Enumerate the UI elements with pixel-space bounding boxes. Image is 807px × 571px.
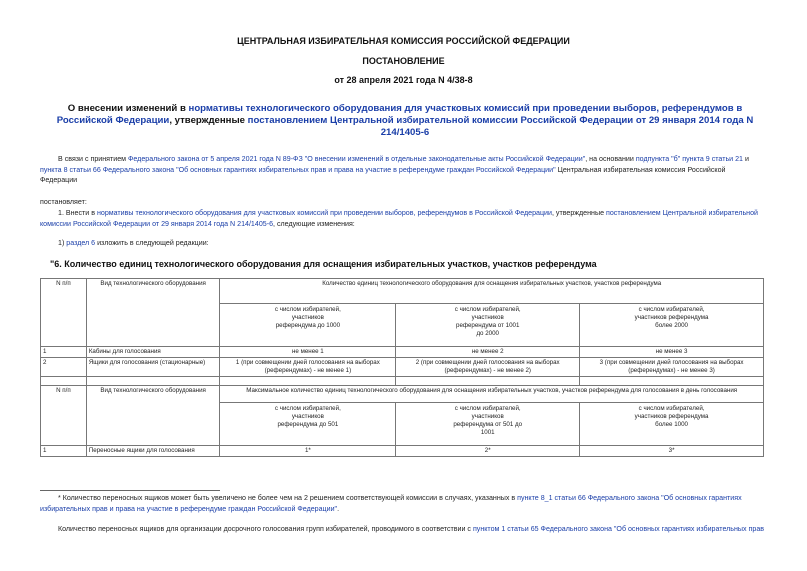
link-section-6[interactable]: раздел 6 bbox=[66, 239, 96, 247]
subheader-over-2000: с числом избирателей, участников референдума более 2000 bbox=[580, 304, 764, 347]
para-text: 1) bbox=[58, 239, 67, 247]
cell-number: 1 bbox=[41, 347, 87, 358]
link-resolution-2014[interactable]: постановлением Центральной избирательной комиссии Российской Федерации от 29 января 2014 года N 214/1405-6 bbox=[40, 209, 758, 228]
title-link-resolution[interactable]: постановлением Центральной избирательной комиссии Российской Федерации от 29 января 2014 года N 214/1405-6 bbox=[247, 115, 754, 138]
col-header-number: N п/п bbox=[41, 386, 87, 446]
para-text: , на основании bbox=[585, 155, 636, 163]
cell-value: 3* bbox=[580, 446, 764, 457]
para-text: Количество переносных ящиков для организации досрочного голосования групп избирателей, проводимого в соответствии с bbox=[58, 525, 473, 533]
title-link-norms[interactable]: нормативы технологического оборудования для участковых комиссий при проведении выборов, референдумов в Российской Федерации bbox=[56, 103, 743, 126]
doc-type: ПОСТАНОВЛЕНИЕ bbox=[362, 56, 445, 66]
section-6-title: "6. Количество единиц технологического оборудования для оснащения избирательных участков, участков референдума bbox=[50, 259, 597, 269]
subheader-up-to-501: с числом избирателей, участников референдума до 501 bbox=[220, 403, 396, 446]
table-row bbox=[41, 358, 764, 377]
footnote-divider bbox=[40, 490, 220, 491]
col-header-max-quantity: Максимальное количество единиц технологического оборудования для оснащения избирательных участков, участков референдума для голосования в день голосования bbox=[220, 386, 764, 403]
link-subparagraph-b[interactable]: подпункта "б" пункта 9 статьи 21 bbox=[635, 155, 743, 163]
org-name: ЦЕНТРАЛЬНАЯ ИЗБИРАТЕЛЬНАЯ КОМИССИЯ РОССИЙСКОЙ ФЕДЕРАЦИИ bbox=[237, 36, 570, 46]
table-row bbox=[41, 347, 764, 358]
col-header-type: Вид технологического оборудования bbox=[86, 279, 220, 347]
subheader-1001-2000: с числом избирателей, участников референдума от 1001 до 2000 bbox=[396, 304, 580, 347]
para-text: , следующие изменения: bbox=[273, 219, 355, 228]
cell-value: не менее 2 bbox=[396, 347, 580, 358]
col-header-quantity: Количество единиц технологического оборудования для оснащения избирательных участков, участков референдума bbox=[220, 279, 764, 304]
subheader-over-1000: с числом избирателей, участников референдума более 1000 bbox=[580, 403, 764, 446]
para-text: В связи с принятием bbox=[58, 155, 128, 163]
title-text: , утвержденные bbox=[169, 115, 248, 126]
footnote bbox=[40, 493, 762, 514]
paragraph-early-voting bbox=[58, 524, 768, 535]
table-header-row bbox=[41, 279, 764, 304]
doc-date-number: от 28 апреля 2021 года N 4/38-8 bbox=[334, 75, 473, 85]
paragraph-subitem-1 bbox=[58, 238, 209, 249]
para-text: 1. Внести в bbox=[58, 209, 97, 217]
cell-number: 2 bbox=[41, 358, 87, 377]
subheader-up-to-1000: с числом избирателей, участников референдума до 1000 bbox=[220, 304, 396, 347]
cell-type: Ящики для голосования (стационарные) bbox=[86, 358, 220, 377]
table-spacer-row bbox=[41, 377, 764, 386]
equipment-table bbox=[40, 278, 764, 457]
cell-number: 1 bbox=[41, 446, 87, 457]
paragraph-item-1 bbox=[40, 208, 762, 229]
link-paragraph-8-1-article-66[interactable]: пункте 8_1 статьи 66 Федерального закона "Об основных гарантиях избирательных прав и права на участие в референдуме граждан Российской Федерации" bbox=[40, 494, 742, 513]
table-row bbox=[41, 446, 764, 457]
cell-value: не менее 1 bbox=[220, 347, 396, 358]
link-paragraph-1-article-65[interactable]: пунктом 1 статьи 65 Федерального закона "Об основных гарантиях избирательных прав bbox=[472, 525, 765, 533]
cell-value: 2 (при совмещении дней голосования на выборах (референдумах) - не менее 2) bbox=[396, 358, 580, 377]
cell-value: 1* bbox=[220, 446, 396, 457]
cell-value: не менее 3 bbox=[580, 347, 764, 358]
postanovlyaet: постановляет: bbox=[40, 198, 87, 206]
subheader-501-1001: с числом избирателей, участников референдума от 501 до 1001 bbox=[396, 403, 580, 446]
link-federal-law-89[interactable]: Федерального закона от 5 апреля 2021 года N 89-ФЗ "О внесении изменений в отдельные законодательные акты Российской Федерации" bbox=[128, 155, 586, 163]
paragraph-preamble bbox=[40, 154, 762, 186]
cell-type: Переносные ящики для голосования bbox=[86, 446, 220, 457]
para-text: , утвержденные bbox=[551, 209, 606, 217]
para-text: изложить в следующей редакции: bbox=[95, 239, 209, 247]
link-paragraph-8-article-66[interactable]: пункта 8 статьи 66 Федерального закона "Об основных гарантиях избирательных прав и права на участие в референдуме граждан Российской Федерации" bbox=[40, 165, 556, 174]
link-norms[interactable]: нормативы технологического оборудования для участковых комиссий при проведении выборов, референдумов в Российской Федерации bbox=[96, 209, 552, 217]
table2-header-row bbox=[41, 386, 764, 403]
cell-value: 2* bbox=[396, 446, 580, 457]
cell-value: 1 (при совмещении дней голосования на выборах (референдумах) - не менее 1) bbox=[220, 358, 396, 377]
title-text: О внесении изменений в bbox=[67, 103, 189, 114]
cell-type: Кабины для голосования bbox=[86, 347, 220, 358]
footnote-text: * Количество переносных ящиков может быть увеличено не более чем на 2 решением соответствующей комиссии в случаях, указанных в bbox=[58, 494, 518, 502]
document-title bbox=[50, 103, 760, 139]
footnote-text: . bbox=[337, 504, 340, 513]
para-text: и bbox=[743, 155, 749, 163]
para-text: Центральная избирательная комиссия Российской Федерации bbox=[40, 165, 726, 184]
col-header-type: Вид технологического оборудования bbox=[86, 386, 220, 446]
cell-value: 3 (при совмещении дней голосования на выборах (референдумах) - не менее 3) bbox=[580, 358, 764, 377]
col-header-number: N п/п bbox=[41, 279, 87, 347]
